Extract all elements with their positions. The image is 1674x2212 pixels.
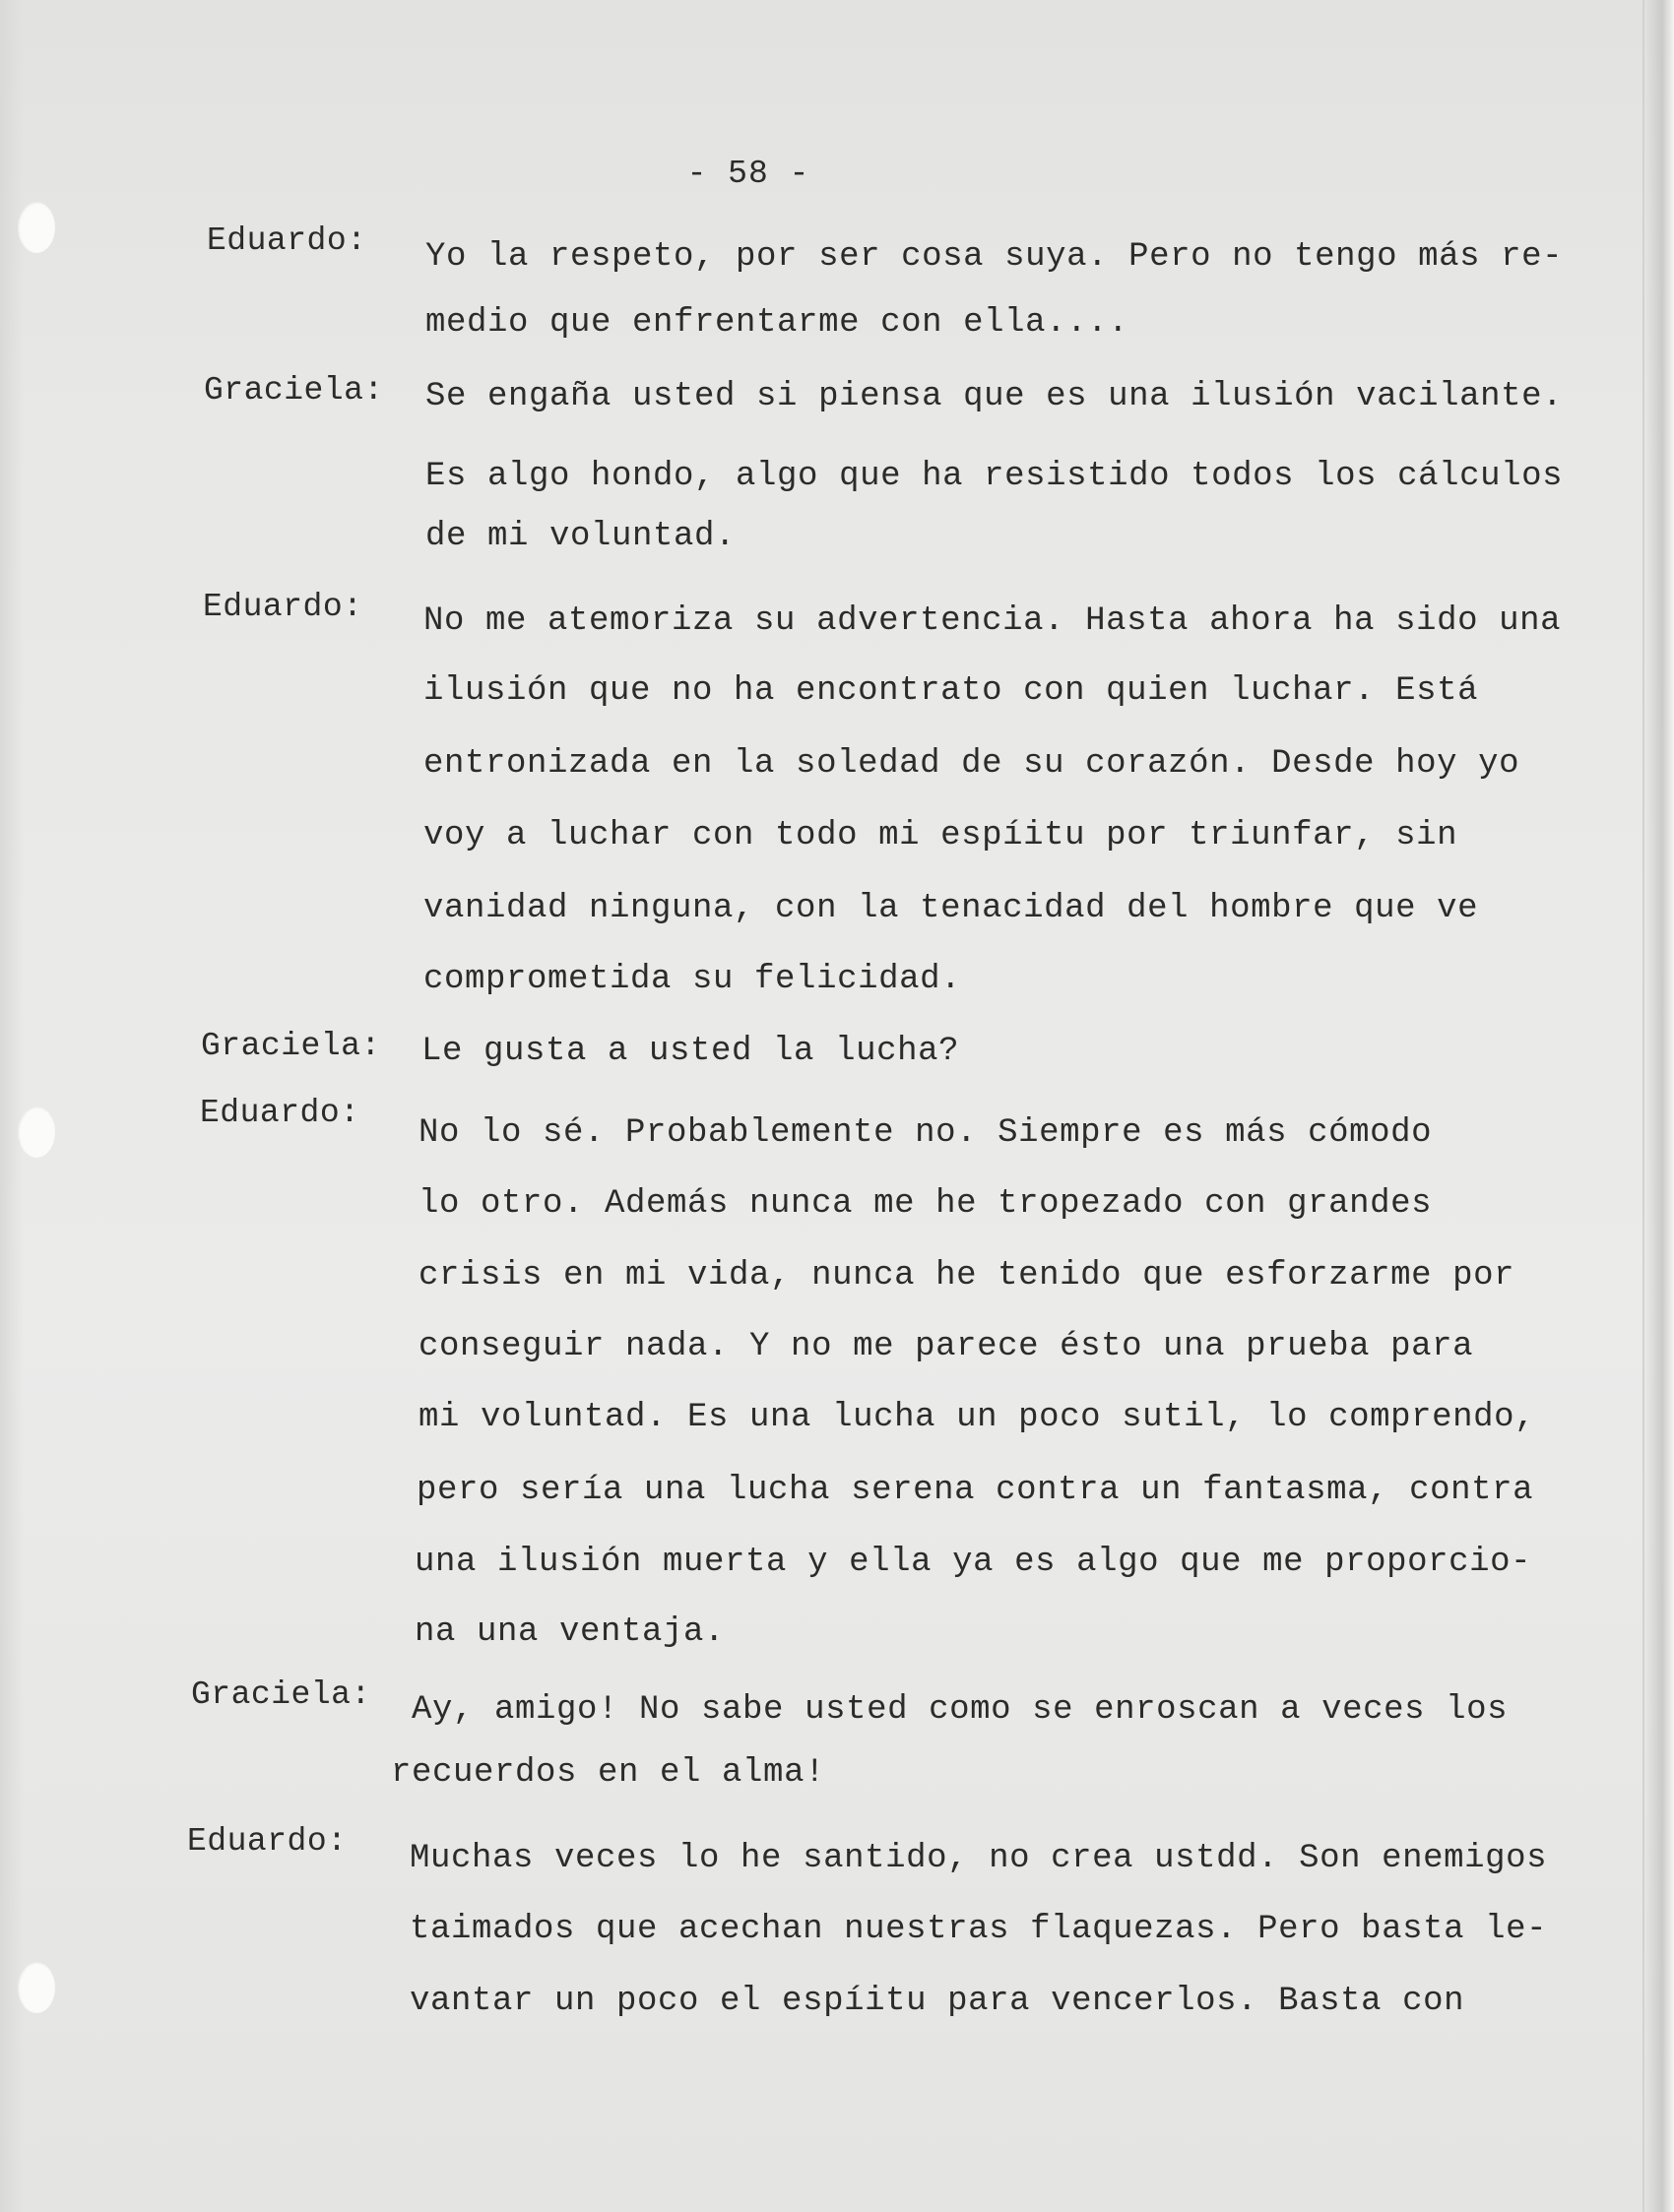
dialogue-line: vantar un poco el espíitu para vencerlos. Basta con bbox=[410, 1983, 1465, 2020]
punch-hole-middle bbox=[18, 1106, 55, 1158]
dialogue-line: Se engaña usted si piensa que es una ilusión vacilante. bbox=[425, 378, 1564, 415]
speaker-label: Eduardo: bbox=[187, 1823, 348, 1860]
scan-shadow-left bbox=[0, 0, 24, 2212]
dialogue-line: ilusión que no ha encontrato con quien luchar. Está bbox=[423, 672, 1479, 710]
dialogue-line: Yo la respeto, por ser cosa suya. Pero no tengo más re- bbox=[425, 238, 1564, 276]
speaker-label: Eduardo: bbox=[200, 1095, 360, 1131]
dialogue-line: recuerdos en el alma! bbox=[391, 1754, 826, 1792]
speaker-label: Eduardo: bbox=[203, 589, 363, 625]
dialogue-line: No lo sé. Probablemente no. Siempre es más cómodo bbox=[418, 1114, 1433, 1152]
dialogue-line: medio que enfrentarme con ella.... bbox=[425, 304, 1129, 342]
dialogue-line: Le gusta a usted la lucha? bbox=[421, 1033, 960, 1070]
dialogue-line: comprometida su felicidad. bbox=[423, 961, 962, 998]
dialogue-line: voy a luchar con todo mi espíitu por triunfar, sin bbox=[423, 817, 1458, 854]
dialogue-line: Ay, amigo! No sabe usted como se enroscan a veces los bbox=[412, 1691, 1509, 1729]
paper-edge-right bbox=[1642, 0, 1674, 2212]
punch-hole-top bbox=[18, 202, 55, 253]
page-number: - 58 - bbox=[686, 156, 810, 192]
dialogue-line: No me atemoriza su advertencia. Hasta ahora ha sido una bbox=[423, 602, 1562, 640]
dialogue-line: na una ventaja. bbox=[415, 1613, 726, 1651]
punch-hole-bottom bbox=[18, 1962, 55, 2013]
dialogue-line: mi voluntad. Es una lucha un poco sutil, lo comprendo, bbox=[418, 1399, 1536, 1436]
dialogue-line: crisis en mi vida, nunca he tenido que esforzarme por bbox=[418, 1257, 1515, 1295]
dialogue-line: entronizada en la soledad de su corazón. Desde hoy yo bbox=[423, 745, 1520, 783]
dialogue-line: una ilusión muerta y ella ya es algo que me proporcio- bbox=[415, 1544, 1532, 1581]
dialogue-line: Muchas veces lo he santido, no crea ustdd. Son enemigos bbox=[410, 1840, 1548, 1877]
speaker-label: Eduardo: bbox=[207, 222, 367, 259]
dialogue-line: lo otro. Además nunca me he tropezado con grandes bbox=[418, 1185, 1433, 1223]
speaker-label: Graciela: bbox=[201, 1028, 381, 1064]
dialogue-line: Es algo hondo, algo que ha resistido todos los cálculos bbox=[425, 458, 1564, 495]
speaker-label: Graciela: bbox=[204, 372, 384, 409]
speaker-label: Graciela: bbox=[191, 1676, 371, 1713]
dialogue-line: de mi voluntad. bbox=[425, 518, 737, 555]
dialogue-line: vanidad ninguna, con la tenacidad del hombre que ve bbox=[423, 890, 1479, 927]
dialogue-line: taimados que acechan nuestras flaquezas. Pero basta le- bbox=[410, 1911, 1548, 1948]
dialogue-line: pero sería una lucha serena contra un fantasma, contra bbox=[417, 1472, 1534, 1509]
dialogue-line: conseguir nada. Y no me parece ésto una prueba para bbox=[418, 1328, 1474, 1365]
